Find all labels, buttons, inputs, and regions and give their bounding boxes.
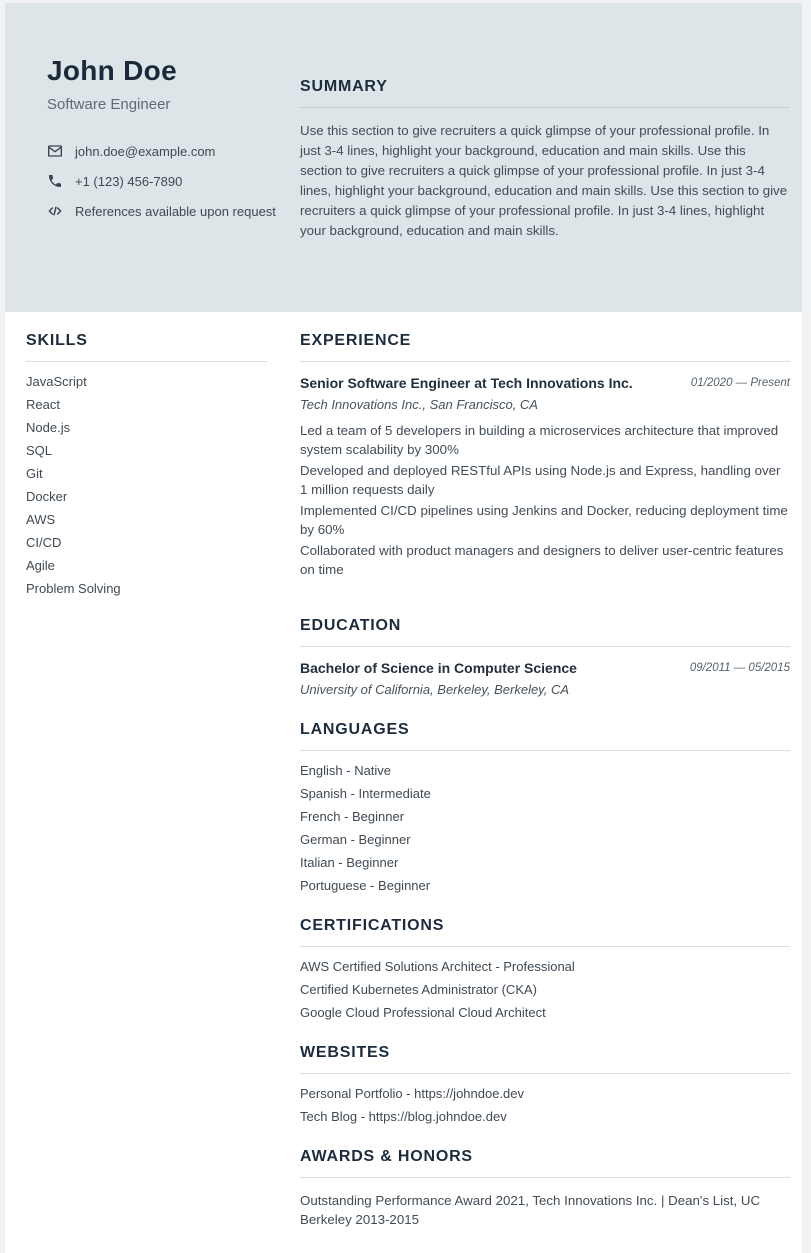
sidebar-column (5, 332, 300, 1253)
skill-item: SQL (26, 443, 53, 458)
resume-header (5, 3, 802, 312)
language-item: German - Beginner (300, 832, 411, 847)
language-item: Portuguese - Beginner (300, 878, 431, 893)
certification-item: AWS Certified Solutions Architect - Professional (300, 959, 575, 974)
certifications-divider (300, 946, 790, 947)
skills-divider (26, 361, 267, 362)
contact-references (47, 203, 280, 220)
header-identity-column (5, 3, 300, 312)
education-entry-head (300, 660, 790, 677)
certifications-heading: CERTIFICATIONS (300, 917, 445, 934)
experience-entry-dates: 01/2020 — Present (690, 377, 790, 389)
contact-references-text: References available upon request (75, 204, 276, 219)
awards-text: Outstanding Performance Award 2021, Tech Innovations Inc. | Dean's List, UC Berkeley 2013-2015 (300, 1193, 761, 1227)
person-name: John Doe (47, 55, 177, 86)
contact-email-text: john.doe@example.com (75, 144, 216, 159)
certifications-section (300, 917, 790, 1020)
languages-heading: LANGUAGES (300, 721, 410, 738)
certification-item: Google Cloud Professional Cloud Architect (300, 1005, 546, 1020)
certification-item: Certified Kubernetes Administrator (CKA) (300, 982, 537, 997)
experience-bullet: Led a team of 5 developers in building a microservices architecture that improved system scalability by 300% (300, 423, 779, 457)
phone-icon (47, 173, 63, 189)
resume-body (5, 312, 802, 1253)
experience-heading: EXPERIENCE (300, 332, 412, 349)
awards-section (300, 1148, 790, 1229)
website-item: Personal Portfolio - https://johndoe.dev (300, 1086, 525, 1101)
person-job-title: Software Engineer (47, 96, 171, 113)
skill-item: Problem Solving (26, 581, 121, 596)
experience-bullet: Developed and deployed RESTful APIs using Node.js and Express, handling over 1 million requests daily (300, 463, 781, 497)
main-column (300, 332, 802, 1253)
websites-list (300, 1087, 790, 1124)
languages-list (300, 764, 790, 893)
language-item: English - Native (300, 763, 392, 778)
skill-item: Git (26, 466, 43, 481)
summary-divider (300, 107, 790, 108)
experience-entry-title: Senior Software Engineer at Tech Innovations Inc. (300, 375, 633, 391)
language-item: French - Beginner (300, 809, 405, 824)
email-icon (47, 143, 63, 159)
education-entry-title: Bachelor of Science in Computer Science (300, 660, 577, 676)
experience-entry (300, 375, 790, 579)
education-heading: EDUCATION (300, 617, 402, 634)
education-divider (300, 646, 790, 647)
awards-heading: AWARDS & HONORS (300, 1148, 473, 1165)
language-item: Spanish - Intermediate (300, 786, 431, 801)
experience-section (300, 332, 790, 579)
skill-item: Node.js (26, 420, 71, 435)
contact-list (47, 143, 280, 220)
contact-phone (47, 173, 280, 190)
websites-heading: WEBSITES (300, 1044, 390, 1061)
contact-email (47, 143, 280, 160)
skills-section (26, 332, 267, 596)
education-entry-dates: 09/2011 — 05/2015 (689, 662, 790, 674)
experience-entry-description (300, 421, 790, 579)
summary-text: Use this section to give recruiters a quick glimpse of your professional profile. In just 3-4 lines, highlight your background, education and main skills. Use this section to give recruiters a quick glimpse of your professional profile. In just 3-4 lines, highlight your background, education and main skills. Use this section to give recruiters a quick glimpse of your professional profile. In just 3-4 lines, highlight your background, education and main skills. (300, 123, 788, 238)
experience-bullet: Collaborated with product managers and designers to deliver user-centric features on time (300, 543, 784, 577)
languages-section (300, 721, 790, 893)
skill-item: AWS (26, 512, 56, 527)
resume-document (5, 3, 802, 1253)
summary-heading: SUMMARY (300, 78, 388, 95)
contact-phone-text: +1 (123) 456-7890 (75, 174, 183, 189)
website-item: Tech Blog - https://blog.johndoe.dev (300, 1109, 507, 1124)
skill-item: CI/CD (26, 535, 62, 550)
summary-section (300, 3, 802, 312)
experience-divider (300, 361, 790, 362)
education-section (300, 617, 790, 697)
code-icon (47, 203, 63, 219)
experience-entry-org: Tech Innovations Inc., San Francisco, CA (300, 397, 538, 412)
education-entry-org: University of California, Berkeley, Berkeley, CA (300, 682, 570, 697)
skills-heading: SKILLS (26, 332, 88, 349)
certifications-list (300, 960, 790, 1020)
languages-divider (300, 750, 790, 751)
skills-list (26, 375, 267, 596)
education-entry (300, 660, 790, 697)
skill-item: Agile (26, 558, 55, 573)
experience-bullet: Implemented CI/CD pipelines using Jenkins and Docker, reducing deployment time by 60% (300, 503, 788, 537)
language-item: Italian - Beginner (300, 855, 399, 870)
websites-section (300, 1044, 790, 1124)
skill-item: Docker (26, 489, 68, 504)
skill-item: React (26, 397, 60, 412)
experience-entry-head (300, 375, 790, 392)
awards-divider (300, 1177, 790, 1178)
skill-item: JavaScript (26, 374, 87, 389)
websites-divider (300, 1073, 790, 1074)
